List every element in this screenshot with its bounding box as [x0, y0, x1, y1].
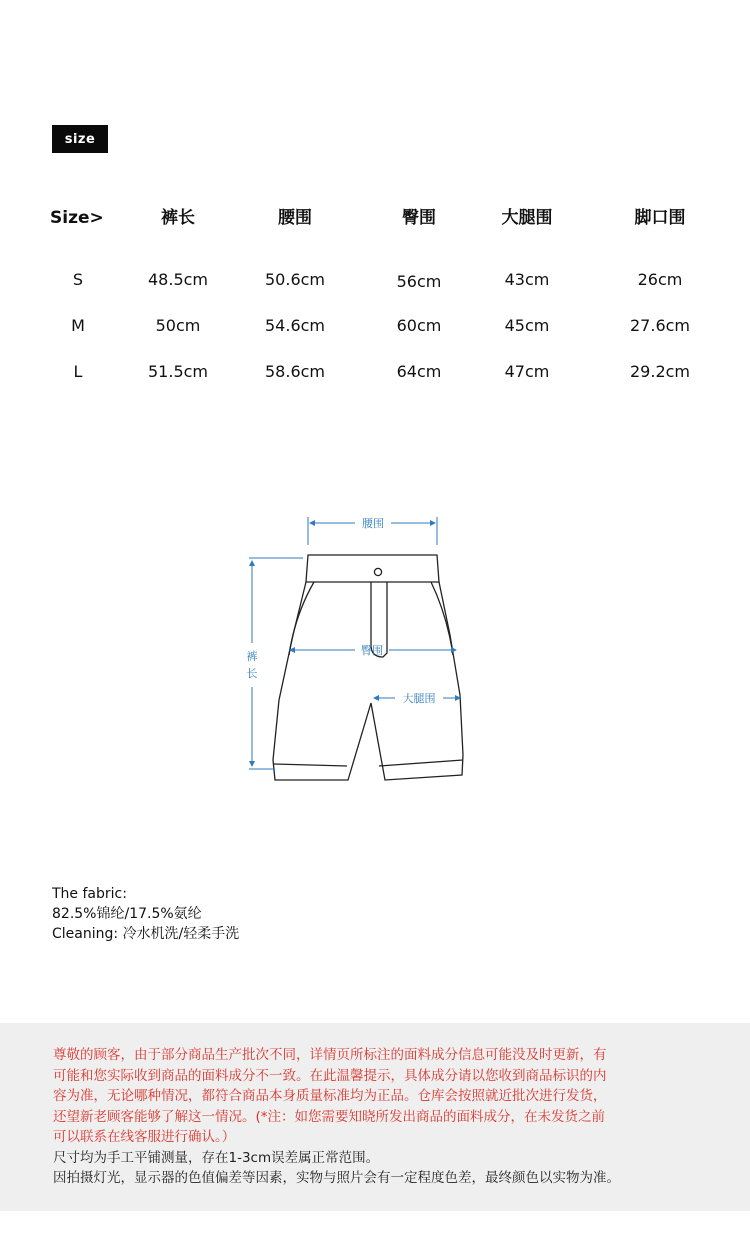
hip-label: 臀围 [361, 644, 383, 657]
cleaning-value: 冷水机洗/轻柔手洗 [122, 926, 240, 942]
table-cell: 54.6cm [264, 316, 326, 335]
notice-red-line: 还望新老顾客能够了解这一情况。(*注：如您需要知晓所发出商品的面料成分，在未发货之前 [53, 1108, 606, 1125]
button-icon [374, 568, 381, 575]
header-hem: 脚口围 [634, 208, 686, 228]
table-cell: 56cm [396, 272, 442, 291]
table-cell: 50cm [155, 316, 201, 335]
row-size-label: L [73, 362, 83, 381]
notice-panel [0, 1023, 750, 1211]
length-label-bottom: 长 [246, 667, 258, 680]
fabric-info [52, 884, 239, 944]
row-size-label: S [72, 270, 84, 289]
shorts-body [273, 582, 463, 780]
shorts-measurement-diagram [235, 505, 515, 795]
row-size-label: M [71, 316, 85, 335]
header-hip: 臀围 [402, 208, 436, 228]
notice-dark-line: 因拍摄灯光，显示器的色值偏差等因素，实物与照片会有一定程度色差，最终颜色以实物为准。 [53, 1170, 620, 1186]
thigh-label: 大腿围 [402, 692, 436, 705]
notice-text [53, 1045, 713, 1189]
table-cell: 51.5cm [147, 362, 209, 381]
notice-red-line: 可以联系在线客服进行确认。） [53, 1129, 236, 1145]
size-table [0, 0, 750, 400]
header-waist: 腰围 [278, 208, 312, 228]
left-pocket [289, 582, 314, 655]
size-badge: size [52, 125, 108, 153]
table-cell: 64cm [396, 362, 442, 381]
table-cell: 47cm [504, 362, 550, 381]
right-pocket [431, 582, 453, 655]
table-cell: 26cm [637, 270, 683, 289]
header-thigh: 大腿围 [501, 208, 553, 228]
table-cell: 45cm [504, 316, 550, 335]
fabric-composition: 82.5%锦纶/17.5%氨纶 [52, 906, 202, 922]
table-cell: 48.5cm [147, 270, 209, 289]
table-cell: 27.6cm [629, 316, 691, 335]
table-cell: 58.6cm [264, 362, 326, 381]
table-cell: 60cm [396, 316, 442, 335]
notice-dark-line: 尺寸均为手工平铺测量，存在1-3cm误差属正常范围。 [53, 1149, 380, 1166]
table-cell: 29.2cm [629, 362, 691, 381]
left-hem [274, 764, 347, 766]
right-hem [379, 760, 463, 766]
fabric-title: The fabric: [52, 886, 127, 902]
notice-red-line: 容为准，无论哪种情况，都符合商品本身质量标准均为正品。仓库会按照就近批次进行发货， [53, 1088, 607, 1104]
header-size: Size> [50, 208, 104, 228]
table-cell: 50.6cm [264, 270, 326, 289]
shorts-outline [273, 555, 463, 780]
notice-red-line: 尊敬的顾客，由于部分商品生产批次不同，详情页所标注的面料成分信息可能没及时更新，有 [53, 1047, 607, 1063]
header-length: 裤长 [161, 208, 195, 228]
table-cell: 43cm [504, 270, 550, 289]
length-label-top: 裤 [246, 650, 258, 663]
cleaning-label: Cleaning: [52, 926, 119, 942]
waistband [306, 555, 439, 582]
cleaning-line [52, 924, 239, 944]
waist-label: 腰围 [362, 517, 384, 530]
notice-red-line: 可能和您实际收到商品的面料成分不一致。在此温馨提示，具体成分请以您收到商品标识的内 [53, 1067, 607, 1084]
